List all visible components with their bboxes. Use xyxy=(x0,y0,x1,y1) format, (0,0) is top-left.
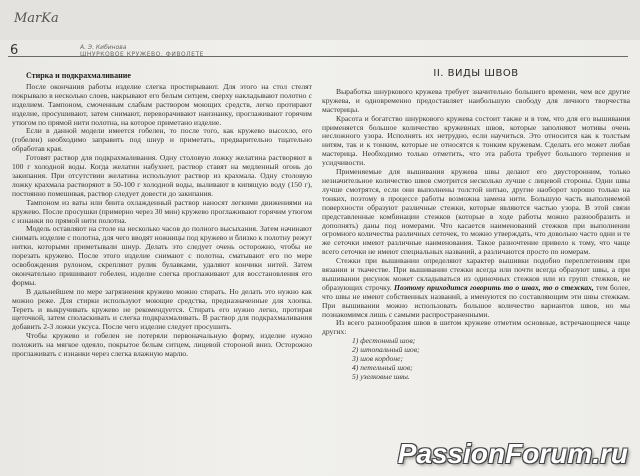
right-paragraph-text: Стежки при вышивании определяют характер вышивки подобно переплетениям при вязании и ткачестве. При вышивании стежки всегда или почти всегда образуют швы, а при вышивании рисунок может складываться из одиночных стежков или из групп стежков, не образующих строчку. xyxy=(322,256,630,292)
magazine-brand: MarKa xyxy=(14,11,59,26)
left-paragraph: Готовят раствор для подкрахмаливания. Одну столовую ложку желатина растворяют в 100 г холодной воды. Когда желатин набухнет, раствор ставят на медленный огонь до закипания. При отсутствии желатина используют раствор из крахмала. Одну столовую ложку крахмала растворяют в 50-100 г холодной воды, выливают в кипящую воду (150 г), постоянно помешивая, раствор следует довести до закипания. xyxy=(12,153,312,198)
list-item: 4) петельный шов; xyxy=(352,363,413,372)
right-paragraph: Выработка шнуркового кружева требует значительно большего времени, чем все другие кружева, и одновременно предоставляет наибольшую свободу для личного творчества мастерицы. xyxy=(322,86,630,114)
seam-types-list xyxy=(322,337,630,382)
list-item: 2) штопальный шов; xyxy=(352,345,420,355)
running-header-author: А. Э. Кибинова xyxy=(80,44,127,51)
list-item: 3) шов кордоне; xyxy=(352,354,404,364)
right-column xyxy=(322,64,630,382)
running-header-book-title: ШНУРКОВОЕ КРУЖЕВО. ФИВОЛЕТЕ xyxy=(80,51,204,58)
list-intro: Из всего разнообразия швов в шитом кружеве отметим основные, встречающиеся чаще других: xyxy=(322,318,630,337)
section-title: II. ВИДЫ ШВОВ xyxy=(433,68,519,79)
left-paragraph: Если в данной модели имеется гобелен, то после того, как кружево высохло, его (гобелен) необходимо заправить под шнур и приметать, предварительно тщательно обработав края. xyxy=(12,126,312,154)
left-paragraph: Тампоном из ваты или бинта охлажденный раствор наносят легкими движениями на кружево. После просушки (примерно через 30 мин) кружево проглаживают горячим утюгом с изнанки по прямой нити полотна. xyxy=(12,197,312,225)
list-item: 1) фестонный шов; xyxy=(352,336,416,346)
header-rule xyxy=(8,56,628,57)
washing-heading: Стирка и подкрахмаливание xyxy=(26,71,131,80)
emphasis-text: Поэтому приходится говорить то о швах, то о стежках, xyxy=(394,282,594,292)
list-item: 5) узелковые швы. xyxy=(352,371,410,381)
right-paragraph-with-emphasis xyxy=(322,257,630,319)
left-paragraph: Чтобы кружево и гобелен не потеряли первоначальную форму, изделие нужно положить на мягкое одеяло, покрытое белым ситцем, лицевой стороной вниз. Осторожно проглаживать с изнанки через слегка влажную марлю. xyxy=(12,331,312,359)
right-paragraph: Применяемые для вышивания кружева швы делают его двусторонним, только незначительное количество швов смотрится несколько лучше с лицевой стороны. Одни швы лучше смотрятся, если они выполнены толстой нитью, другие наоборот хорошо только на тонких, поэтому в процессе работы возможна замена нити. Большую часть выполняемой поверхности образуют различные стежки, которые являются частью узора. В этой связи представленные комбинации стежков (которые в ходе работы можно разнообразить и дополнять) даны под номерами. Что касается наименований стежков при выполнении огромного количества различных сеточек, то можно утверждать, что довольно часто одни и те же сеточки имеют различные наименования. Такое разночтение привело к тому, что чаще всего сеточки не имеют специальных названий, а различаются просто по номерам. xyxy=(322,167,630,257)
left-paragraph: Модель оставляют на столе на несколько часов до полного высыхания. Затем начинают снимать изделие с полотна, для чего вводят ножницы под кружево и близко к полотну режут нитки, которыми приметывали шнур. Делать это следует очень осторожно, чтобы не порезать кружево. После этого изделие снимают с полотна, сматывают его по мере освобождения рулоном, скрепляют рулик булавками, удаляют кончики нитей. Затем окончательно пришивают гобелен, изделие слегка проглаживают для восстановления его формы. xyxy=(12,224,312,287)
left-column xyxy=(12,64,312,359)
scan-top-band xyxy=(0,0,640,40)
left-paragraph: После окончания работы изделие слегка простирывают. Для этого на стол стелят покрывало в несколько слоев, накрывают его белым ситцем, сверху накладывают полотно с изделием. Тампоном, смоченным слабым раствором моющих средств, легко протирают изделие, просушивают, затем снимают, переворачивают наизнанку, проглаживают горячим утюгом по прямой нити полотна, на которое приметано изделие. xyxy=(12,81,312,127)
left-paragraph: В дальнейшем по мере загрязнения кружево можно стирать. Но делать это нужно как можно реже. Для стирки используют моющие средства, предназначенные для хлопка. Тереть и выкручивать кружево не рекомендуется. Стирать его нужно легко, протирая щеточкой, затем споласкивать и слегка подкрахмаливать. В раствор для подкрахмаливания добавить 2-3 ложки уксуса. После чего изделие следует просушить. xyxy=(12,286,312,332)
right-paragraph: Красота и богатство шнуркового кружева состоит также и в том, что для его вышивания применяется большое количество кружевных швов, которые заполняют мотивы очень несложного узора. Исполнять их нетрудно, если научиться. Это относится как к толстым нитям, так и к тонким, которые не относятся к тонким кружевам. Сделать его может любая мастерица. Необходимо только отметить, что эта работа требует большого терпения и усидчивости. xyxy=(322,113,630,168)
right-paragraph-text: тем более, что швы не имеют собственных названий, а именуются по составляющим эти швы стежкам. При вышивании можно использовать большое количество вариантов швов, но мы познакомимся лишь с самыми распространенными. xyxy=(322,282,630,319)
page-number: 6 xyxy=(10,43,19,58)
watermark: PassionForum.ru xyxy=(397,438,628,469)
